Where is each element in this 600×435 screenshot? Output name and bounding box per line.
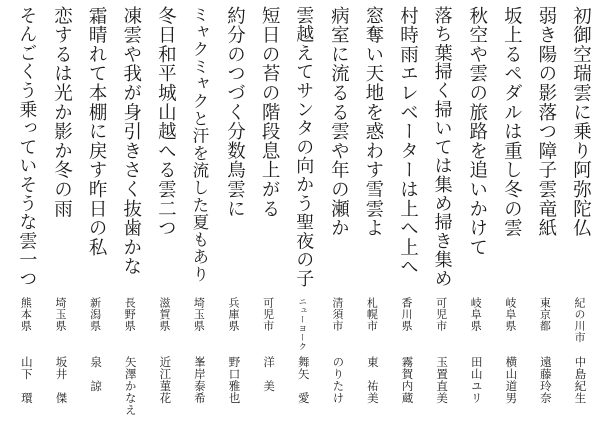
poet-name: 遠藤玲奈 xyxy=(538,356,553,404)
poet-name: 東 祐美 xyxy=(365,356,380,404)
haiku-verse: 雲越えてサンタの向かう聖夜の子 xyxy=(293,6,315,288)
haiku-verse: 冬日和平城山越へる雲二つ xyxy=(155,6,177,238)
poem-column xyxy=(255,0,289,435)
poet-location: ニューヨーク xyxy=(296,297,307,351)
haiku-verse: ミャクミャクと汗を流した夏もあり xyxy=(189,6,209,283)
poem-column xyxy=(497,0,531,435)
poet-name: 山下 環 xyxy=(19,356,34,404)
haiku-verse: 坂上るペダルは重し冬の雲 xyxy=(501,6,523,238)
poet-location: 可児市 xyxy=(434,297,448,332)
poet-name: 坂井 傑 xyxy=(54,356,69,404)
poet-name: 洋 美 xyxy=(262,356,277,392)
poem-column xyxy=(12,0,46,435)
poet-location: 熊本県 xyxy=(19,297,33,332)
poet-location: 香川県 xyxy=(400,297,413,332)
poem-column xyxy=(220,0,254,435)
haiku-verse: 秋空や雲の旅路を追いかけて xyxy=(466,6,488,257)
haiku-verse: 恋するは光か影か冬の雨 xyxy=(51,6,73,219)
poet-name: 霧賀内蔵 xyxy=(400,356,415,404)
haiku-verse: 弱き陽の影落つ障子雲竜紙 xyxy=(535,6,557,238)
poet-name: 田山ユリ xyxy=(469,356,484,404)
poet-location: 岐阜県 xyxy=(503,297,517,332)
poet-location: 可児市 xyxy=(261,297,275,332)
poet-location: 岐阜県 xyxy=(469,297,483,332)
haiku-verse: 短日の苔の階段息上がる xyxy=(259,6,281,219)
poet-name: のりたけ xyxy=(331,356,346,404)
poem-column xyxy=(185,0,219,435)
poem-column xyxy=(289,0,323,435)
poem-column xyxy=(428,0,462,435)
poem-column xyxy=(358,0,392,435)
poet-location: 長野県 xyxy=(123,297,137,332)
haiku-verse: そんごくう乗っていそうな雲一つ xyxy=(16,6,38,288)
poet-name: 近江菫花 xyxy=(158,356,173,404)
poem-column xyxy=(462,0,496,435)
poem-column xyxy=(116,0,150,435)
poet-name: 舞矢 愛 xyxy=(296,356,311,404)
poem-column xyxy=(47,0,81,435)
poet-name: 矢澤かなえ xyxy=(123,356,138,416)
haiku-verse: 窓奪い天地を惑わす雪雲よ xyxy=(362,6,384,238)
poem-column xyxy=(151,0,185,435)
poet-location: 埼玉県 xyxy=(192,297,206,332)
haiku-verse: 凍雲や我が身引きさく抜歯かな xyxy=(120,6,142,277)
poem-column xyxy=(531,0,565,435)
poet-location: 東京都 xyxy=(538,297,552,332)
haiku-verse: 初御空瑞雲に乗り阿弥陀仏 xyxy=(570,6,592,238)
haiku-verse: 約分のつづく分数鳥雲に xyxy=(224,6,246,219)
poet-name: 野口雅也 xyxy=(227,356,242,404)
poem-column xyxy=(566,0,600,435)
poet-location: 紀の川市 xyxy=(573,297,586,343)
poem-column xyxy=(324,0,358,435)
poet-location: 清須市 xyxy=(330,297,344,332)
poet-name: 峯岸泰希 xyxy=(192,356,207,404)
poem-column xyxy=(393,0,427,435)
poet-location: 滋賀県 xyxy=(157,297,171,332)
poet-location: 埼玉県 xyxy=(54,297,67,332)
poet-location: 札幌市 xyxy=(365,297,379,332)
haiku-verse: 病室に流るる雲や年の瀬か xyxy=(328,6,350,238)
poet-name: 泉 諒 xyxy=(89,356,104,392)
poet-name: 横山道男 xyxy=(504,356,519,404)
poet-name: 中島紀生 xyxy=(573,356,588,404)
haiku-verse: 霜晴れて本棚に戻す昨日の私 xyxy=(86,6,108,257)
haiku-verse: 村時雨エレベーターは上へ上へ xyxy=(397,6,419,277)
poet-name: 玉置直美 xyxy=(435,356,450,404)
haiku-verse: 落ち葉掃く掃いては集め掃き集め xyxy=(431,6,453,288)
poem-column xyxy=(82,0,116,435)
poet-location: 兵庫県 xyxy=(227,297,240,332)
poet-location: 新潟県 xyxy=(88,297,102,332)
